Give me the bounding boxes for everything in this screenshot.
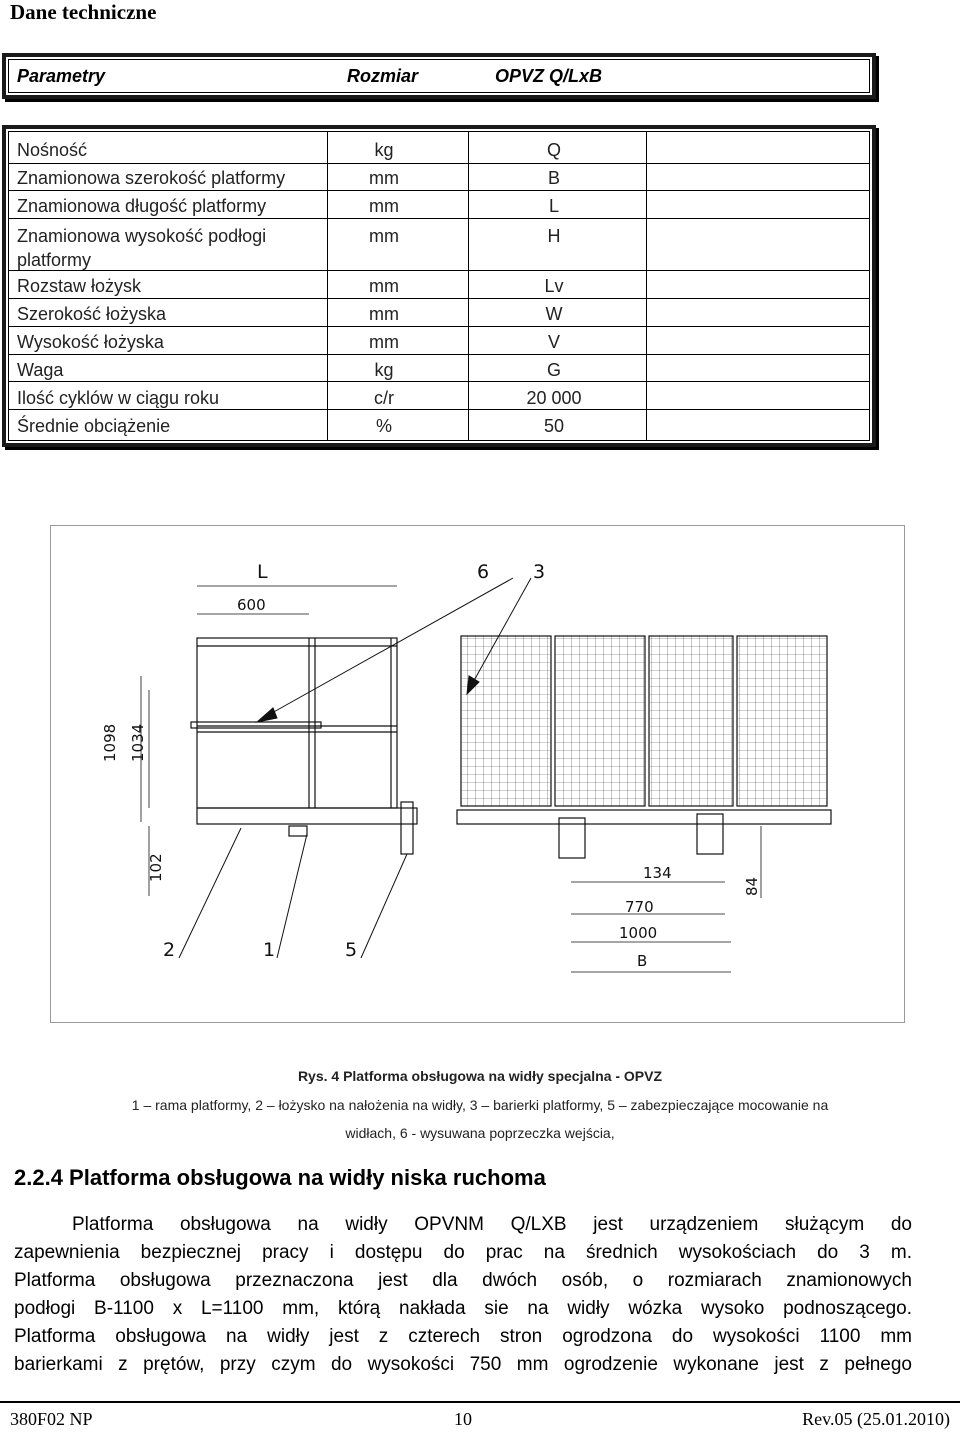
- row-divider: [9, 381, 869, 382]
- label-1000: 1000: [619, 924, 658, 942]
- mesh-panel: [461, 636, 551, 806]
- row-divider: [9, 190, 869, 191]
- row-divider: [9, 298, 869, 299]
- label-84: 84: [743, 876, 761, 896]
- spec-table: Nośność kg Q Znamionowa szerokość platformy mm B Znamionowa długość platformy mm L Znamionowa wysokość podłogi platformy mm H Rozstaw łożysk mm Lv Szerokość łożyska mm W Wysokość łożyska mm V Waga kg G Ilość cyklów w ciągu roku c/r 20 000 Średnie obciążenie % 50: [2, 125, 876, 447]
- paragraph-line: Platforma obsługowa przeznaczona jest dla dwóch osób, o rozmiarach znamionowych: [14, 1270, 912, 1291]
- row-divider: [9, 354, 869, 355]
- label-6: 6: [477, 561, 490, 583]
- figure-caption-legend: widłach, 6 - wysuwana poprzeczka wejścia,: [345, 1125, 615, 1141]
- label-600: 600: [237, 596, 266, 614]
- front-view-panels: [457, 636, 831, 858]
- front-bearing-right: [697, 814, 723, 854]
- row-divider: [9, 218, 869, 219]
- front-floor: [457, 810, 831, 824]
- label-1098: 1098: [101, 723, 119, 762]
- paragraph-line: Platforma obsługowa na widły OPVNM Q/LXB jest urządzeniem służącym do: [72, 1214, 912, 1235]
- mesh-panel: [555, 636, 645, 806]
- spec-table-header: [2, 53, 876, 99]
- mesh-panel: [649, 636, 733, 806]
- footer-doc-id: 380F02 NP: [10, 1409, 93, 1429]
- row-divider: [9, 409, 869, 410]
- label-2: 2: [163, 939, 176, 961]
- row-divider: [9, 326, 869, 327]
- technical-drawing: [50, 525, 905, 1023]
- label-134: 134: [643, 864, 672, 882]
- label-3: 3: [533, 561, 546, 583]
- figure-caption-legend: 1 – rama platformy, 2 – łożysko na nałożenia na widły, 3 – barierki platformy, 5 – zabezpieczające mocowanie na: [131, 1097, 829, 1113]
- footer-revision: Rev.05 (25.01.2010): [802, 1409, 950, 1429]
- paragraph-line: podłogi B-1100 x L=1100 mm, którą nakłada sie na widły wózka wysoko podnoszącego.: [14, 1298, 912, 1319]
- footer-page-number: 10: [454, 1409, 472, 1429]
- side-floor: [197, 808, 417, 824]
- side-frame-outline: [197, 638, 397, 808]
- footer-divider: [0, 1401, 960, 1403]
- header-parametry: Parametry: [17, 66, 106, 86]
- label-1: 1: [263, 939, 276, 961]
- paragraph-line: barierkami z prętów, przy czym do wysokości 750 mm ogrodzenie wykonane jest z pełnego: [14, 1354, 912, 1375]
- subsection-heading: 2.2.4 Platforma obsługowa na widły niska ruchoma: [14, 1165, 546, 1190]
- paragraph-line: Platforma obsługowa na widły jest z czterech stron ogrodzona do wysokości 1100 mm: [14, 1326, 912, 1347]
- label-L: L: [257, 561, 268, 583]
- mesh-panel: [737, 636, 827, 806]
- row-divider: [9, 163, 869, 164]
- side-bearing: [401, 802, 413, 854]
- label-B: B: [637, 952, 648, 970]
- platform-drawing-svg: [51, 526, 904, 1022]
- header-rozmiar: Rozmiar: [347, 66, 419, 86]
- label-5: 5: [345, 939, 358, 961]
- label-770: 770: [625, 898, 654, 916]
- header-opvz: OPVZ Q/LxB: [495, 66, 603, 86]
- label-102: 102: [147, 853, 165, 882]
- paragraph-line: zapewnienia bezpiecznej pracy i dostępu do prac na średnich wysokościach do 3 m.: [14, 1242, 912, 1263]
- label-1034: 1034: [129, 723, 147, 762]
- figure-caption-title: Rys. 4 Platforma obsługowa na widły specjalna - OPVZ: [297, 1068, 663, 1084]
- section-title: Dane techniczne: [10, 0, 157, 24]
- side-view-frame: [191, 638, 417, 854]
